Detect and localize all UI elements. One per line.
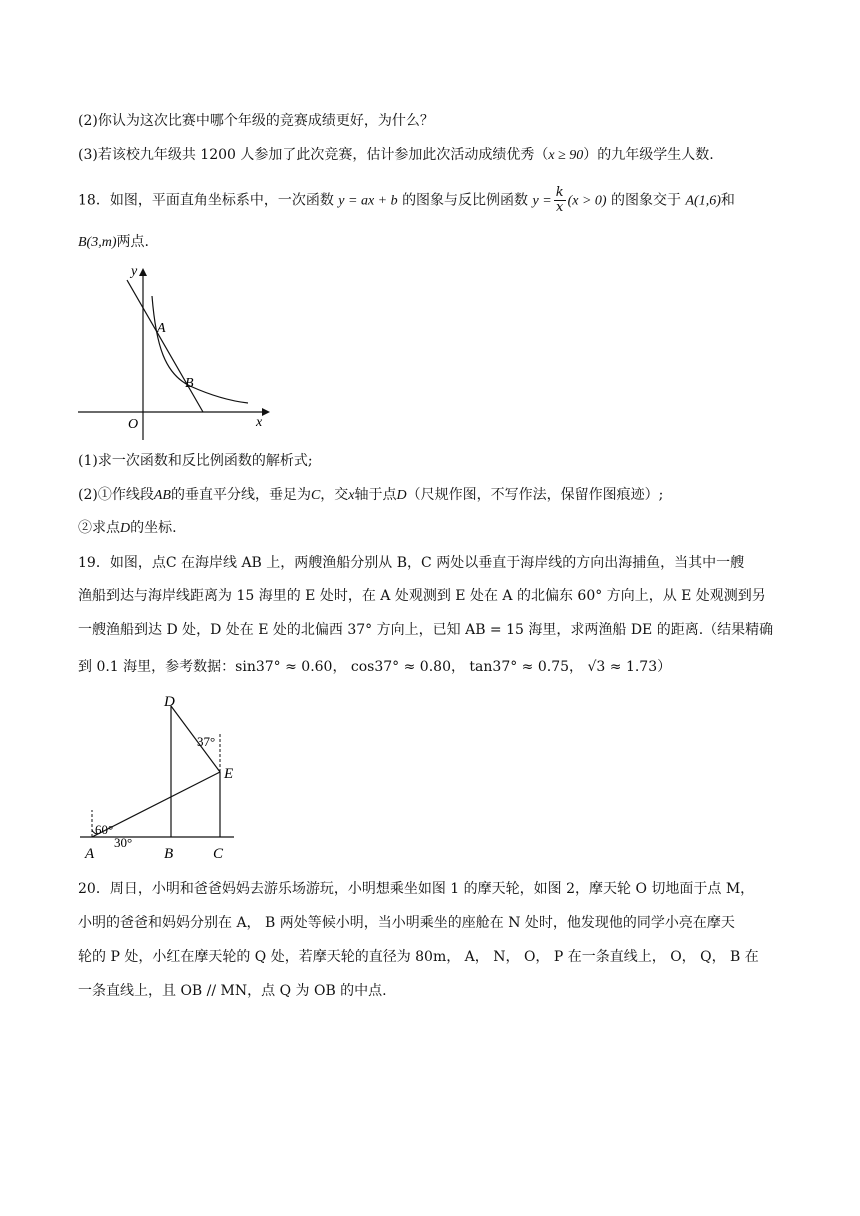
q18-y-axis-arrow	[139, 268, 147, 276]
q20-line1	[78, 879, 754, 899]
q19-label-a: A	[85, 846, 95, 862]
q18-figure	[70, 262, 280, 442]
q18-linear-function: y = ax + b	[338, 193, 398, 209]
q18-intro	[78, 186, 735, 215]
q18-part2-a: (2)①作线段	[78, 487, 154, 503]
q18-part2-2	[78, 518, 177, 539]
q18-point-a-label: A	[157, 321, 166, 336]
q19-label-c: C	[213, 846, 224, 862]
q19-number: 19．	[78, 555, 110, 571]
q20-line2: 小明的爸爸和妈妈分别在 A， B 两处等候小明，当小明乘坐的座舱在 N 处时，他发现他的同学小亮在摩天	[78, 915, 735, 931]
q18-intro-d: 和	[720, 192, 735, 209]
q18-part2-ab: AB	[153, 488, 171, 503]
q18-part1: (1)求一次函数和反比例函数的解析式;	[78, 453, 313, 469]
q19-label-e: E	[224, 766, 234, 782]
q18-point-b: B(3,m)	[78, 235, 117, 250]
q20-text1: 周日，小明和爸爸妈妈去游乐场游玩，小明想乘坐如图 1 的摩天轮，如图 2，摩天轮 O 切地面于点 M，	[109, 881, 755, 897]
q19-text1: 如图，点C 在海岸线 AB 上，两艘渔船分别从 B，C 两处以垂直于海岸线的方向出海捕鱼，当其中一艘	[109, 555, 745, 571]
q18-y-equals: y =	[532, 193, 552, 209]
q18-part2	[78, 485, 663, 506]
q17-part2: (2)你认为这次比赛中哪个年级的竞赛成绩更好，为什么？	[78, 113, 434, 129]
q19-label-d: D	[164, 694, 175, 710]
q18-intro-e: 两点.	[116, 234, 149, 250]
q19-line2: 渔船到达与海岸线距离为 15 海里的 E 处时，在 A 处观测到 E 处在 A 的北偏东 60° 方向上，从 E 处观测到另	[78, 588, 766, 604]
q18-part2-d-text: 轴于点	[354, 487, 397, 503]
q18-part2-2-a: ②求点	[78, 520, 120, 536]
q18-x-axis-arrow	[262, 408, 270, 416]
q18-part2-b: 的垂直平分线，垂足为	[170, 487, 311, 503]
q20-line3: 轮的 P 处，小红在摩天轮的 Q 处，若摩天轮的直径为 80m， A， N， O， P 在一条直线上， O， Q， B 在	[78, 949, 759, 965]
q18-y-label: y	[131, 264, 138, 279]
q18-part2-c-point: C	[310, 488, 321, 503]
q18-fraction-denominator: x	[555, 200, 564, 215]
q17-part3	[78, 145, 714, 166]
q18-fraction	[554, 186, 566, 215]
q19-angle-30: 30°	[114, 835, 133, 850]
q19-figure	[76, 690, 246, 870]
q17-part3-condition: x ≥ 90	[548, 148, 584, 163]
q18-domain: (x > 0)	[567, 193, 607, 209]
q17-part3-text-b: ）的九年级学生人数.	[583, 147, 714, 163]
q19-angle-37: 37°	[197, 734, 216, 749]
q20-number: 20．	[78, 881, 110, 897]
q19-label-b: B	[164, 846, 174, 862]
q18-point-b-label: B	[185, 376, 194, 391]
q18-part2-2-b: 的坐标.	[130, 520, 177, 536]
q19-line4: 到 0.1 海里，参考数据：sin37° ≈ 0.60， cos37° ≈ 0.80， tan37° ≈ 0.75， √3 ≈ 1.73）	[78, 659, 672, 675]
q18-part2-2-d: D	[120, 521, 131, 536]
q19-line3: 一艘渔船到达 D 处，D 处在 E 处的北偏西 37° 方向上，已知 AB = 15 海里，求两渔船 DE 的距离.（结果精确	[78, 622, 774, 638]
q18-intro-line2	[78, 232, 149, 253]
q18-intro-a: 如图，平面直角坐标系中，一次函数	[109, 192, 334, 209]
q19-angle-60: 60°	[95, 822, 114, 837]
q18-origin-label: O	[128, 417, 139, 432]
q18-part2-d-point: D	[396, 488, 407, 503]
q18-linear-graph	[127, 280, 203, 412]
q20-line4: 一条直线上，且 OB // MN，点 Q 为 OB 的中点.	[78, 983, 387, 999]
q18-point-a: A(1,6)	[685, 193, 721, 209]
q18-fraction-numerator: k	[555, 185, 564, 200]
q18-number: 18．	[78, 192, 110, 209]
q18-intro-c: 的图象交于	[611, 192, 682, 209]
q18-intro-b: 的图象与反比例函数	[402, 192, 529, 209]
q17-part3-text-a: (3)若该校九年级共 1200 人参加了此次竞赛，估计参加此次活动成绩优秀（	[78, 147, 549, 163]
q18-x-label: x	[256, 415, 263, 430]
q18-part2-e: （尺规作图，不写作法，保留作图痕迹）;	[406, 487, 664, 503]
q18-part2-x: x	[348, 488, 355, 503]
q19-line1	[78, 553, 744, 573]
q18-part2-c: ，交	[320, 487, 349, 503]
